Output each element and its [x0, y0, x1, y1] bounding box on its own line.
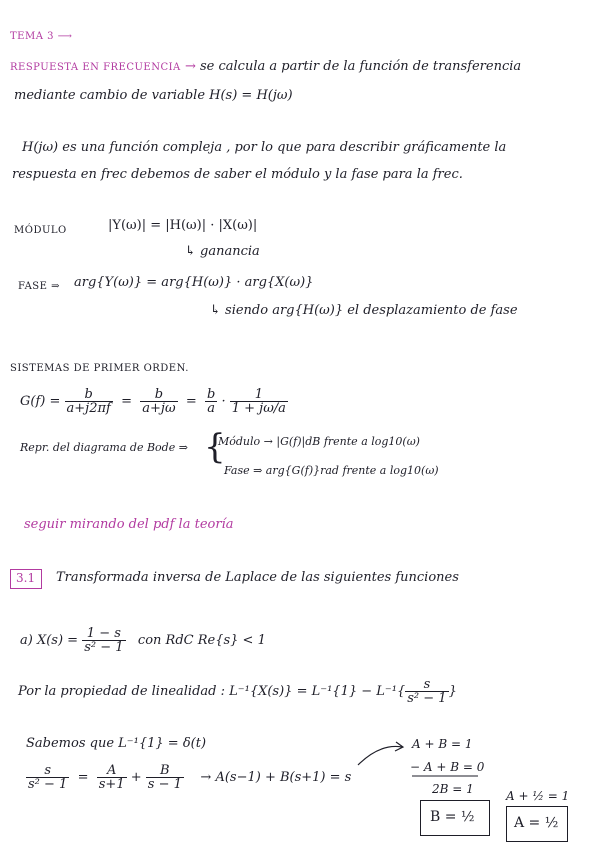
a-roc: con RdC Re{s} < 1	[137, 633, 266, 648]
linearity-text: Por la propiedad de linealidad : L⁻¹{X(s)} = L⁻¹{1} − L⁻¹{	[18, 684, 406, 699]
modulo-formula: |Y(ω)| = |H(ω)| · |X(ω)|	[108, 218, 258, 233]
fraction-4-den: 1 + jω/a	[231, 401, 286, 416]
pf-a-num: A	[97, 764, 127, 778]
title-arrow: ⟶	[57, 31, 73, 42]
bode-phase: Fase ⇒ arg{G(f)}rad frente a log10(ω)	[224, 464, 439, 477]
linearity-fraction-den: s² − 1	[407, 691, 447, 706]
linearity-fraction-num: s	[405, 678, 448, 692]
fraction-1-num: b	[65, 388, 113, 402]
exercise-number: 3.1	[16, 571, 36, 585]
pf-plus: +	[130, 770, 142, 785]
pink-note: seguir mirando del pdf la teoría	[24, 517, 234, 532]
system-eq-3: 2B = 1	[432, 782, 474, 796]
fraction-2-den: a+jω	[142, 401, 176, 416]
a-fraction-num: 1 − s	[82, 627, 125, 641]
fraction-3-num: b	[206, 387, 216, 402]
pf-fraction-num: s	[26, 764, 69, 778]
intro-line-2: mediante cambio de variable H(s) = H(jω)	[14, 88, 293, 103]
b-result: B = ½	[430, 809, 475, 825]
system-eq-4: A + ½ = 1	[506, 789, 570, 803]
equals-1: =	[121, 394, 132, 409]
system-eq-2: − A + B = 0	[410, 760, 485, 774]
bode-label: Repr. del diagrama de Bode ⇒	[20, 441, 188, 454]
pf-result: → A(s−1) + B(s+1) = s	[200, 770, 352, 785]
title-text: TEMA 3	[10, 31, 54, 42]
fase-label: FASE ⇒	[18, 281, 60, 292]
equals-2: =	[185, 394, 197, 409]
complex-line-1: H(jω) es una función compleja , por lo que para describir gráficamente la	[22, 140, 507, 155]
g-label: G(f) =	[20, 394, 61, 409]
a-fraction-den: s² − 1	[84, 640, 124, 655]
a-result: A = ½	[514, 815, 559, 831]
first-order-title: SISTEMAS DE PRIMER ORDEN.	[10, 363, 189, 374]
modulo-label: MÓDULO	[14, 225, 67, 236]
a-label: a) X(s) =	[20, 633, 79, 648]
pf-equals: =	[77, 770, 89, 785]
pf-b-num: B	[146, 764, 184, 778]
know-line: Sabemos que L⁻¹{1} = δ(t)	[26, 736, 207, 751]
intro-text: se calcula a partir de la función de transferencia	[199, 59, 522, 74]
pf-fraction-den: s² − 1	[28, 777, 68, 792]
fraction-3-den: a	[207, 401, 216, 416]
brace-icon: {	[204, 427, 226, 467]
intro-label: RESPUESTA EN FRECUENCIA	[10, 62, 181, 73]
modulo-note: ↳ ganancia	[185, 244, 260, 259]
pf-b-den: s − 1	[147, 777, 182, 792]
bode-module: Módulo → |G(f)|dB frente a log10(ω)	[218, 435, 420, 448]
dot: ·	[221, 394, 226, 409]
exercise-title: Transformada inversa de Laplace de las siguientes funciones	[56, 570, 459, 585]
fase-formula: arg{Y(ω)} = arg{H(ω)} · arg{X(ω)}	[74, 275, 314, 290]
linearity-close: }	[448, 684, 457, 699]
fraction-4-num: 1	[230, 388, 288, 402]
system-eq-1: A + B = 1	[412, 737, 473, 751]
fraction-1-den: a+j2πf	[66, 401, 111, 416]
fase-note: ↳ siendo arg{H(ω)} el desplazamiento de fase	[210, 303, 518, 318]
fraction-2-num: b	[140, 388, 177, 402]
intro-arrow: →	[184, 59, 196, 74]
complex-line-2: respuesta en frec debemos de saber el módulo y la fase para la frec.	[12, 167, 463, 182]
pf-a-den: s+1	[98, 777, 125, 792]
